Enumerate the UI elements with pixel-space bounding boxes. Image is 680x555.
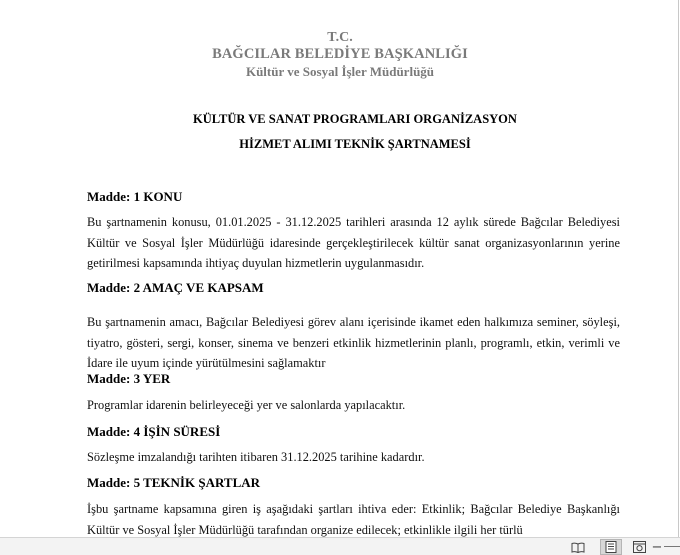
- status-bar: [0, 537, 680, 555]
- article-3-heading: Madde: 3 YER: [87, 371, 171, 386]
- article-5-text: İşbu şartname kapsamına giren iş aşağıdaki şartları ihtiva eder: Etkinlik; Bağcılar Belediye Başkanlığı Kültür ve Sosyal İşler Müdürlüğü tarafından organize edilecek; etkinlikle ilgili her türlü: [87, 502, 620, 537]
- zoom-out-button[interactable]: −: [651, 539, 663, 555]
- article-3-text: Programlar idarenin belirleyeceği yer ve salonlarda yapılacaktır.: [87, 398, 406, 412]
- header-country: T.C.: [327, 30, 353, 45]
- article-2-text: Bu şartnamenin amacı, Bağcılar Belediyesi görev alanı içerisinde ikamet eden halkımıza seminer, söyleşi, tiyatro, gösteri, sergi, konser, sinema ve benzeri etkinlik hizmetlerinin planlı, programlı, etkin, verimli ve İdare ile uyum içinde yürütülmesini sağlamaktır: [87, 315, 620, 370]
- read-mode-button[interactable]: [567, 539, 589, 555]
- article-4-text: Sözleşme imzalandığı tarihten itibaren 31.12.2025 tarihine kadardır.: [87, 450, 425, 464]
- document-title-line-2: HİZMET ALIMI TEKNİK ŞARTNAMESİ: [239, 137, 471, 151]
- article-2-heading: Madde: 2 AMAÇ VE KAPSAM: [87, 280, 264, 295]
- article-4-heading: Madde: 4 İŞİN SÜRESİ: [87, 424, 221, 439]
- zoom-slider[interactable]: [664, 546, 680, 547]
- article-1-text: Bu şartnamenin konusu, 01.01.2025 - 31.12.2025 tarihleri arasında 12 aylık sürede Bağcılar Belediyesi Kültür ve Sosyal İşler Müdürlüğü idaresinde gerçekleştirilecek kültür sanat organizasyonlarının yerine getirilmesi kapsamında ihtiyaç duyulan hizmetlerin uygulanmasıdır.: [87, 215, 620, 270]
- header-department: Kültür ve Sosyal İşler Müdürlüğü: [245, 64, 435, 79]
- article-1-heading: Madde: 1 KONU: [87, 189, 183, 204]
- article-5-heading: Madde: 5 TEKNİK ŞARTLAR: [87, 475, 261, 490]
- print-layout-button[interactable]: [600, 539, 622, 555]
- header-municipality: BAĞCILAR BELEDİYE BAŞKANLIĞI: [212, 46, 468, 62]
- page-icon: [605, 541, 617, 553]
- web-icon: [633, 541, 646, 553]
- web-layout-button[interactable]: [628, 539, 650, 555]
- document-title-line-1: KÜLTÜR VE SANAT PROGRAMLARI ORGANİZASYON: [193, 112, 517, 126]
- book-icon: [571, 542, 585, 553]
